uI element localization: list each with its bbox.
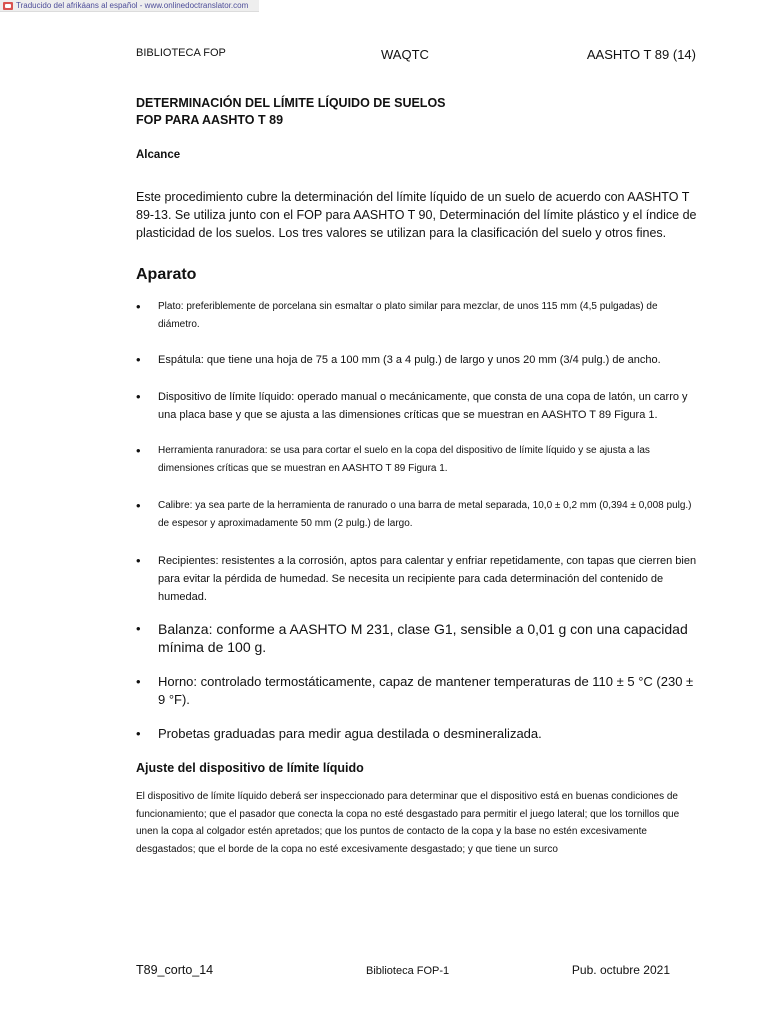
list-item: • Balanza: conforme a AASHTO M 231, clase G1, sensible a 0,01 g con una capacidad mínima de 100 g. <box>136 620 698 656</box>
adjustment-heading: Ajuste del dispositivo de límite líquido <box>136 761 364 775</box>
translator-logo-icon <box>3 2 13 10</box>
list-item: • Recipientes: resistentes a la corrosión, aptos para calentar y enfriar repetidamente, con tapas que cierren bien para evitar la pérdida de humedad. Se necesita un recipiente para cada determinación del contenido de humedad. <box>136 552 698 606</box>
list-item: • Plato: preferiblemente de porcelana sin esmaltar o plato similar para mezclar, de unos 115 mm (4,5 pulgadas) de diámetro. <box>136 298 698 334</box>
list-item: • Herramienta ranuradora: se usa para cortar el suelo en la copa del dispositivo de límite líquido y se ajusta a las dimensiones críticas que se muestran en AASHTO T 89 Figura 1. <box>136 442 698 478</box>
adjustment-paragraph: El dispositivo de límite líquido deberá ser inspeccionado para determinar que el dispositivo está en buenas condiciones de funcionamiento; que el pasador que conecta la copa no esté desgastado para permitir el juego lateral; que los tornillos que unen la copa al colgador estén apretados; que los puntos de contacto de la copa y la base no estén excesivamente desgastados; que el borde de la copa no esté excesivamente desgastado; y que tiene un surco <box>136 791 680 855</box>
list-item: • Probetas graduadas para medir agua destilada o desmineralizada. <box>136 725 698 743</box>
header-center: WAQTC <box>381 47 429 62</box>
footer-right: Pub. octubre 2021 <box>571 963 670 977</box>
footer-center: Biblioteca FOP-1 <box>366 965 450 977</box>
page-header <box>136 47 696 63</box>
header-right: AASHTO T 89 (14) <box>586 47 696 62</box>
list-item: • Espátula: que tiene una hoja de 75 a 100 mm (3 a 4 pulg.) de largo y unos 20 mm (3/4 pulg.) de ancho. <box>136 351 698 369</box>
doc-title-line2: FOP PARA AASHTO T 89 <box>136 113 284 127</box>
doc-title-line1: DETERMINACIÓN DEL LÍMITE LÍQUIDO DE SUELOS <box>136 96 446 110</box>
scope-heading: Alcance <box>136 149 181 161</box>
scope-paragraph: Este procedimiento cubre la determinación del límite líquido de un suelo de acuerdo con AASHTO T 89-13. Se utiliza junto con el FOP para AASHTO T 90, Determinación del límite plástico y el índice de plasticidad de los suelos. Los tres valores se utilizan para la clasificación del suelo y otros fines. <box>136 190 697 240</box>
header-left: BIBLIOTECA FOP <box>136 47 226 59</box>
apparatus-list <box>136 298 698 743</box>
list-item: • Dispositivo de límite líquido: operado manual o mecánicamente, que consta de una copa de latón, un carro y una placa base y que se ajusta a las dimensiones críticas que se muestran en AASHTO T 89 Figura 1. <box>136 388 698 424</box>
apparatus-heading: Aparato <box>136 266 197 283</box>
list-item: • Calibre: ya sea parte de la herramienta de ranurado o una barra de metal separada, 10,0 ± 0,2 mm (0,394 ± 0,008 pulg.) de espesor y aproximadamente 50 mm (2 pulg.) de largo. <box>136 497 698 533</box>
page-content <box>136 95 698 858</box>
list-item: • Horno: controlado termostáticamente, capaz de mantener temperaturas de 110 ± 5 °C (230 ± 9 °F). <box>136 673 698 709</box>
footer-left: T89_corto_14 <box>136 963 214 977</box>
translator-banner-text: Traducido del afrikáans al español - www.onlinedoctranslator.com <box>16 1 249 10</box>
page-footer <box>136 963 670 979</box>
translator-banner[interactable] <box>0 0 259 12</box>
